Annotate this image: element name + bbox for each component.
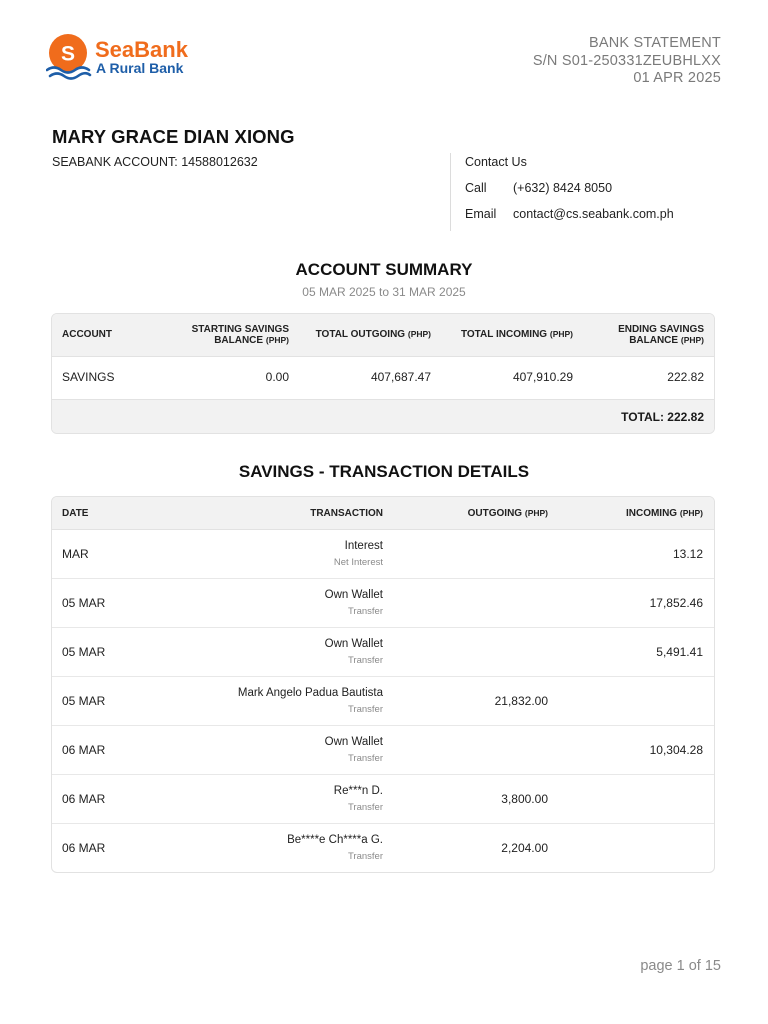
summary-starting: 0.00 [265, 370, 289, 385]
tx-transaction [172, 539, 393, 570]
tx-date: 06 MAR [62, 841, 106, 855]
tx-transaction [172, 784, 393, 815]
call-label: Call [465, 181, 487, 195]
summary-ending: 222.82 [667, 370, 704, 385]
tx-transaction [172, 735, 393, 766]
tx-date: 06 MAR [62, 743, 106, 757]
header-account: ACCOUNT [62, 329, 112, 341]
tx-type: Transfer [347, 654, 383, 666]
tx-incoming: 17,852.46 [649, 596, 703, 610]
tx-transaction [172, 637, 393, 668]
tx-date: 06 MAR [62, 792, 106, 806]
account-summary-title: ACCOUNT SUMMARY [295, 260, 473, 279]
statement-date: 01 APR 2025 [633, 70, 721, 86]
tx-incoming: 13.12 [672, 547, 703, 561]
contact-email-row [465, 207, 735, 221]
tx-type: Transfer [347, 703, 383, 715]
tx-transaction [172, 588, 393, 619]
header-date: DATE [62, 507, 89, 519]
tx-type: Net Interest [333, 556, 383, 568]
tx-type: Transfer [347, 850, 383, 862]
contact-title: Contact Us [465, 155, 527, 169]
header-ending-balance: ENDING SAVINGS BALANCE (PHP) [618, 323, 704, 346]
account-holder-name: MARY GRACE DIAN XIONG [52, 126, 295, 147]
tx-description: Own Wallet [324, 588, 383, 601]
tx-description: Re***n D. [333, 784, 383, 797]
tx-description: Interest [344, 539, 383, 552]
header-outgoing: OUTGOING (PHP) [467, 507, 548, 519]
tx-outgoing: 2,204.00 [501, 841, 548, 855]
table-row [52, 775, 714, 824]
summary-row-savings [52, 357, 714, 400]
transaction-table [51, 496, 715, 873]
account-number: SEABANK ACCOUNT: 14588012632 [52, 155, 258, 169]
seabank-logo-mark [46, 34, 206, 80]
logo-letter: S [60, 42, 76, 66]
header-total-incoming: TOTAL INCOMING (PHP) [460, 329, 573, 341]
transaction-details-title: SAVINGS - TRANSACTION DETAILS [238, 462, 530, 481]
seabank-logo [46, 34, 206, 80]
summary-total-row [52, 400, 714, 433]
call-number[interactable]: (+632) 8424 8050 [513, 181, 613, 195]
tx-date: 05 MAR [62, 596, 106, 610]
tx-incoming: 5,491.41 [656, 645, 703, 659]
header-starting-balance: STARTING SAVINGS BALANCE (PHP) [191, 323, 289, 346]
transaction-header-row [52, 497, 714, 530]
tx-outgoing: 21,832.00 [494, 694, 548, 708]
table-row [52, 726, 714, 775]
table-row [52, 628, 714, 677]
page-number: page 1 of 15 [640, 958, 721, 974]
summary-incoming: 407,910.29 [512, 370, 573, 385]
statement-serial: S/N S01-250331ZEUBHLXX [532, 52, 721, 69]
statement-meta [533, 35, 721, 88]
tx-outgoing: 3,800.00 [501, 792, 548, 806]
tx-description: Mark Angelo Padua Bautista [237, 686, 383, 699]
tx-type: Transfer [347, 801, 383, 813]
table-row [52, 824, 714, 872]
tx-description: Own Wallet [324, 735, 383, 748]
summary-total: TOTAL: 222.82 [621, 409, 704, 424]
contact-call-row [465, 181, 735, 195]
tx-transaction [172, 833, 393, 864]
tx-date: 05 MAR [62, 694, 106, 708]
tx-date: MAR [62, 547, 89, 561]
account-summary-table [51, 313, 715, 434]
tx-incoming: 10,304.28 [649, 743, 703, 757]
header-incoming: INCOMING (PHP) [625, 507, 703, 519]
tx-type: Transfer [347, 605, 383, 617]
email-address[interactable]: contact@cs.seabank.com.ph [513, 207, 674, 221]
table-row [52, 677, 714, 726]
summary-period: 05 MAR 2025 to 31 MAR 2025 [302, 285, 466, 299]
brand-name: SeaBank [95, 37, 188, 62]
summary-outgoing: 407,687.47 [370, 370, 431, 385]
email-label: Email [465, 207, 497, 221]
summary-header-row [52, 314, 714, 357]
header-total-outgoing: TOTAL OUTGOING (PHP) [315, 329, 431, 341]
tx-type: Transfer [347, 752, 383, 764]
summary-account: SAVINGS [62, 370, 115, 385]
tx-description: Be****e Ch****a G. [287, 833, 383, 846]
header-transaction: TRANSACTION [310, 507, 383, 519]
contact-block [450, 153, 735, 231]
tx-transaction [172, 686, 393, 717]
table-row [52, 530, 714, 579]
tx-date: 05 MAR [62, 645, 106, 659]
brand-tagline: A Rural Bank [96, 60, 184, 76]
statement-title: BANK STATEMENT [589, 35, 721, 51]
tx-description: Own Wallet [324, 637, 383, 650]
table-row [52, 579, 714, 628]
